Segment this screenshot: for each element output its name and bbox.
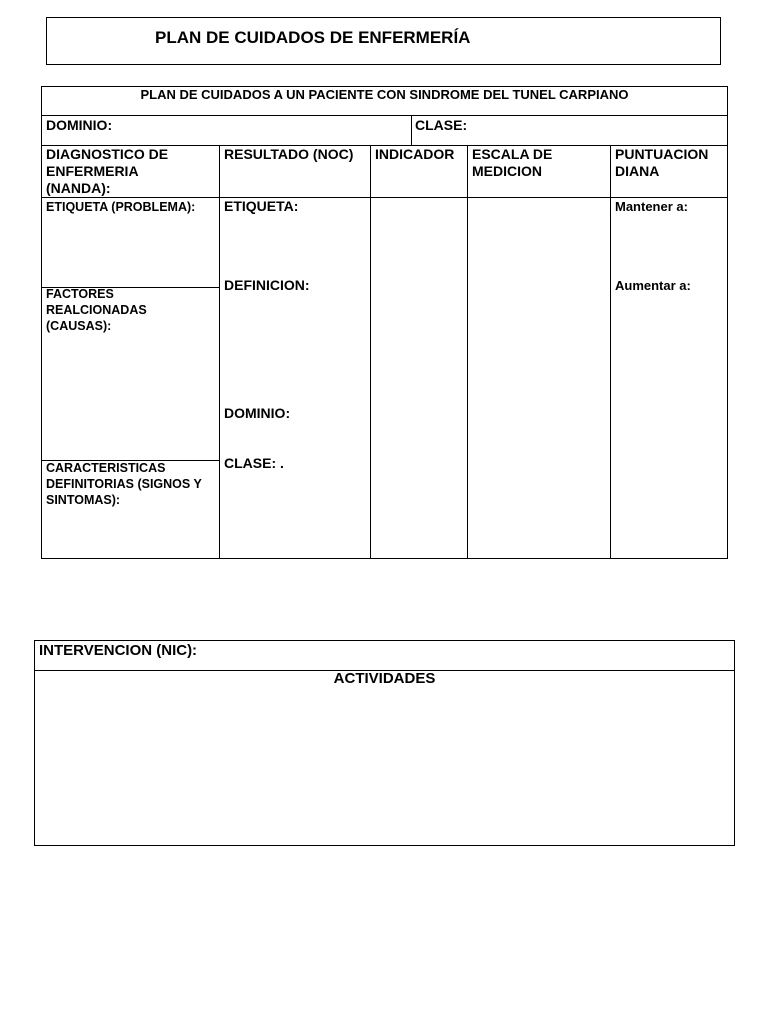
table-line xyxy=(41,115,728,116)
care-plan-table-title: PLAN DE CUIDADOS A UN PACIENTE CON SINDROME DEL TUNEL CARPIANO xyxy=(140,87,629,102)
table-line xyxy=(219,145,220,559)
header-indicador: INDICADOR xyxy=(375,146,455,162)
table-line xyxy=(370,145,371,559)
table-line xyxy=(467,145,468,559)
etiqueta-problema-label: ETIQUETA (PROBLEMA): xyxy=(46,200,196,214)
header-escala: ESCALA DE MEDICION xyxy=(472,146,553,179)
table-line xyxy=(610,145,611,559)
caracteristicas-label: CARACTERISTICAS DEFINITORIAS (SIGNOS Y SINTOMAS): xyxy=(46,461,202,507)
resultado-dominio-label: DOMINIO: xyxy=(224,405,291,421)
dominio-label: DOMINIO: xyxy=(46,117,113,133)
table-line xyxy=(41,197,728,198)
header-diagnostico: DIAGNOSTICO DE ENFERMERIA (NANDA): xyxy=(46,146,169,196)
clase-label: CLASE: xyxy=(415,117,468,133)
factores-label: FACTORES REALCIONADAS (CAUSAS): xyxy=(46,287,147,333)
resultado-clase-label: CLASE: . xyxy=(224,455,284,471)
page-title: PLAN DE CUIDADOS DE ENFERMERÍA xyxy=(155,28,471,47)
table-line xyxy=(411,115,412,145)
intervencion-label: INTERVENCION (NIC): xyxy=(39,642,198,659)
header-puntuacion: PUNTUACION DIANA xyxy=(615,146,709,179)
mantener-label: Mantener a: xyxy=(615,199,688,214)
resultado-etiqueta-label: ETIQUETA: xyxy=(224,198,299,214)
header-resultado: RESULTADO (NOC) xyxy=(224,146,354,162)
resultado-definicion-label: DEFINICION: xyxy=(224,277,310,293)
actividades-label: ACTIVIDADES xyxy=(333,670,436,687)
aumentar-label: Aumentar a: xyxy=(615,278,691,293)
